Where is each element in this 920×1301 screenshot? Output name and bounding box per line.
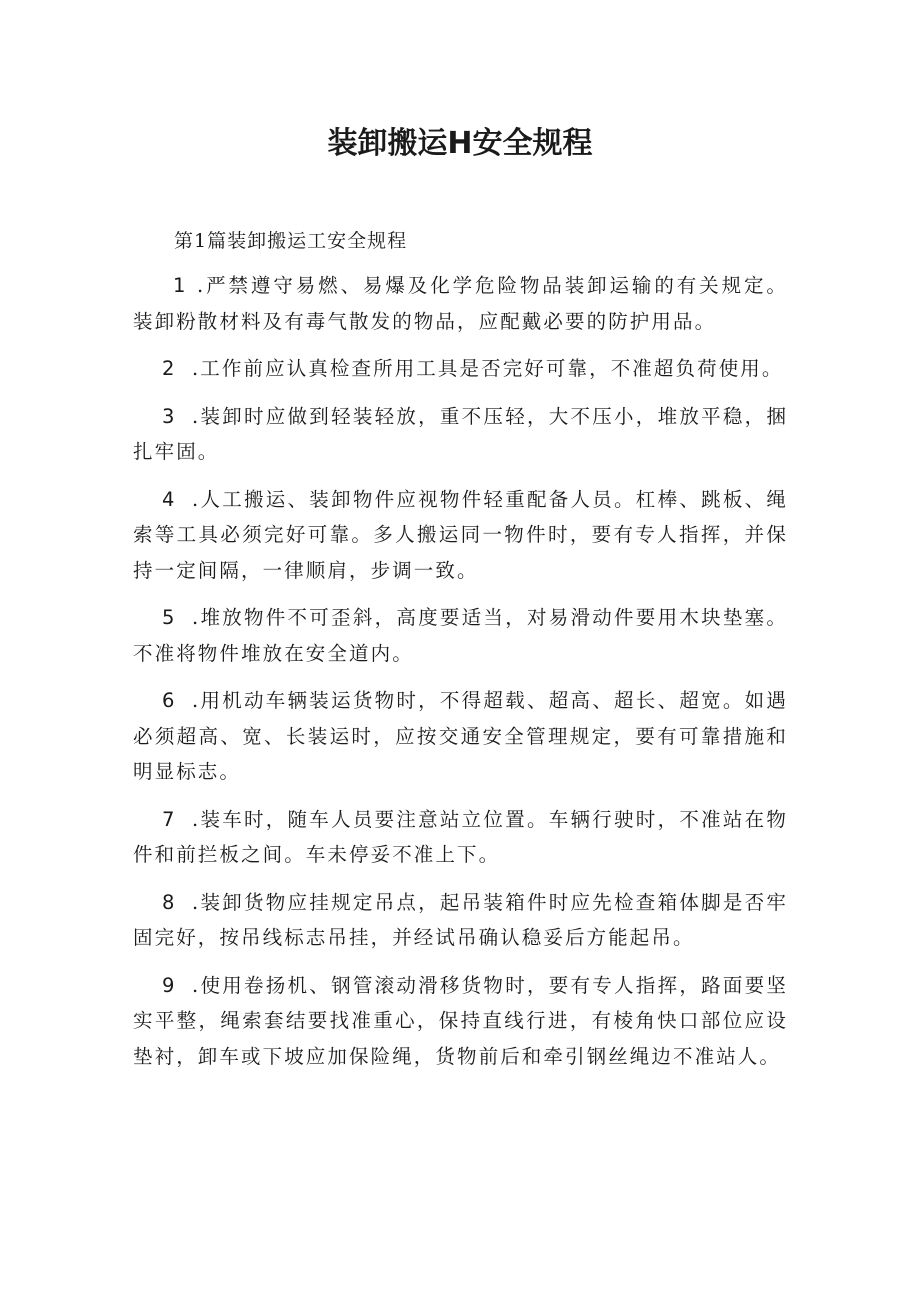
rule-item-6	[133, 683, 788, 790]
rule-text: .装车时，随车人员要注意站立位置。车辆行驶时，不准站在物件和前拦板之间。车未停妥不准上下。	[133, 807, 788, 866]
document-title: 装卸搬运H安全规程	[327, 126, 593, 161]
rule-number: 2	[162, 357, 175, 380]
rule-text: .使用卷扬机、钢管滚动滑移货物时，要有专人指挥，路面要坚实平整，绳索套结要找准重心，保持直线行进，有棱角快口部位应设垫衬，卸车或下坡应加保险绳，货物前后和牵引钢丝绳边不准站人。	[133, 973, 788, 1068]
rule-number: 3	[162, 404, 175, 428]
rule-number: 8	[162, 890, 175, 914]
rule-item-5	[133, 600, 788, 671]
rule-text: .工作前应认真检查所用工具是否完好可靠，不准超负荷使用。	[192, 357, 784, 380]
rule-list	[133, 268, 788, 1086]
rule-item-8	[133, 885, 788, 956]
rule-item-7	[133, 802, 788, 873]
rule-item-1	[133, 268, 788, 339]
rule-item-9	[133, 968, 788, 1075]
rule-item-3	[133, 399, 788, 470]
rule-text: .用机动车辆装运货物时，不得超载、超高、超长、超宽。如遇必须超高、宽、长装运时，应按交通安全管理规定，要有可靠措施和明显标志。	[133, 689, 788, 783]
rule-text: .堆放物件不可歪斜，高度要适当，对易滑动件要用木块垫塞。不准将物件堆放在安全道内。	[133, 606, 788, 665]
rule-item-4	[133, 482, 788, 589]
rule-item-2	[133, 351, 788, 387]
rule-number: 1	[173, 274, 186, 297]
rule-number: 7	[162, 807, 175, 831]
rule-text: .严禁遵守易燃、易爆及化学危险物品装卸运输的有关规定。装卸粉散材料及有毒气散发的物品，应配戴必要的防护用品。	[133, 274, 788, 333]
rule-number: 4	[162, 487, 175, 511]
rule-text: .人工搬运、装卸物件应视物件轻重配备人员。杠棒、跳板、绳索等工具必须完好可靠。多人搬运同一物件时，要有专人指挥，并保持一定间隔，一律顺肩，步调一致。	[133, 487, 788, 582]
rule-text: .装卸时应做到轻装轻放，重不压轻，大不压小，堆放平稳，捆扎牢固。	[133, 404, 788, 463]
rule-text: .装卸货物应挂规定吊点，起吊装箱件时应先检查箱体脚是否牢固完好，按吊线标志吊挂，并经试吊确认稳妥后方能起吊。	[133, 890, 788, 949]
rule-number: 9	[162, 973, 175, 997]
rule-number: 5	[162, 606, 175, 629]
rule-number: 6	[162, 689, 175, 712]
section-heading: 第1篇装卸搬运工安全规程	[174, 230, 408, 252]
